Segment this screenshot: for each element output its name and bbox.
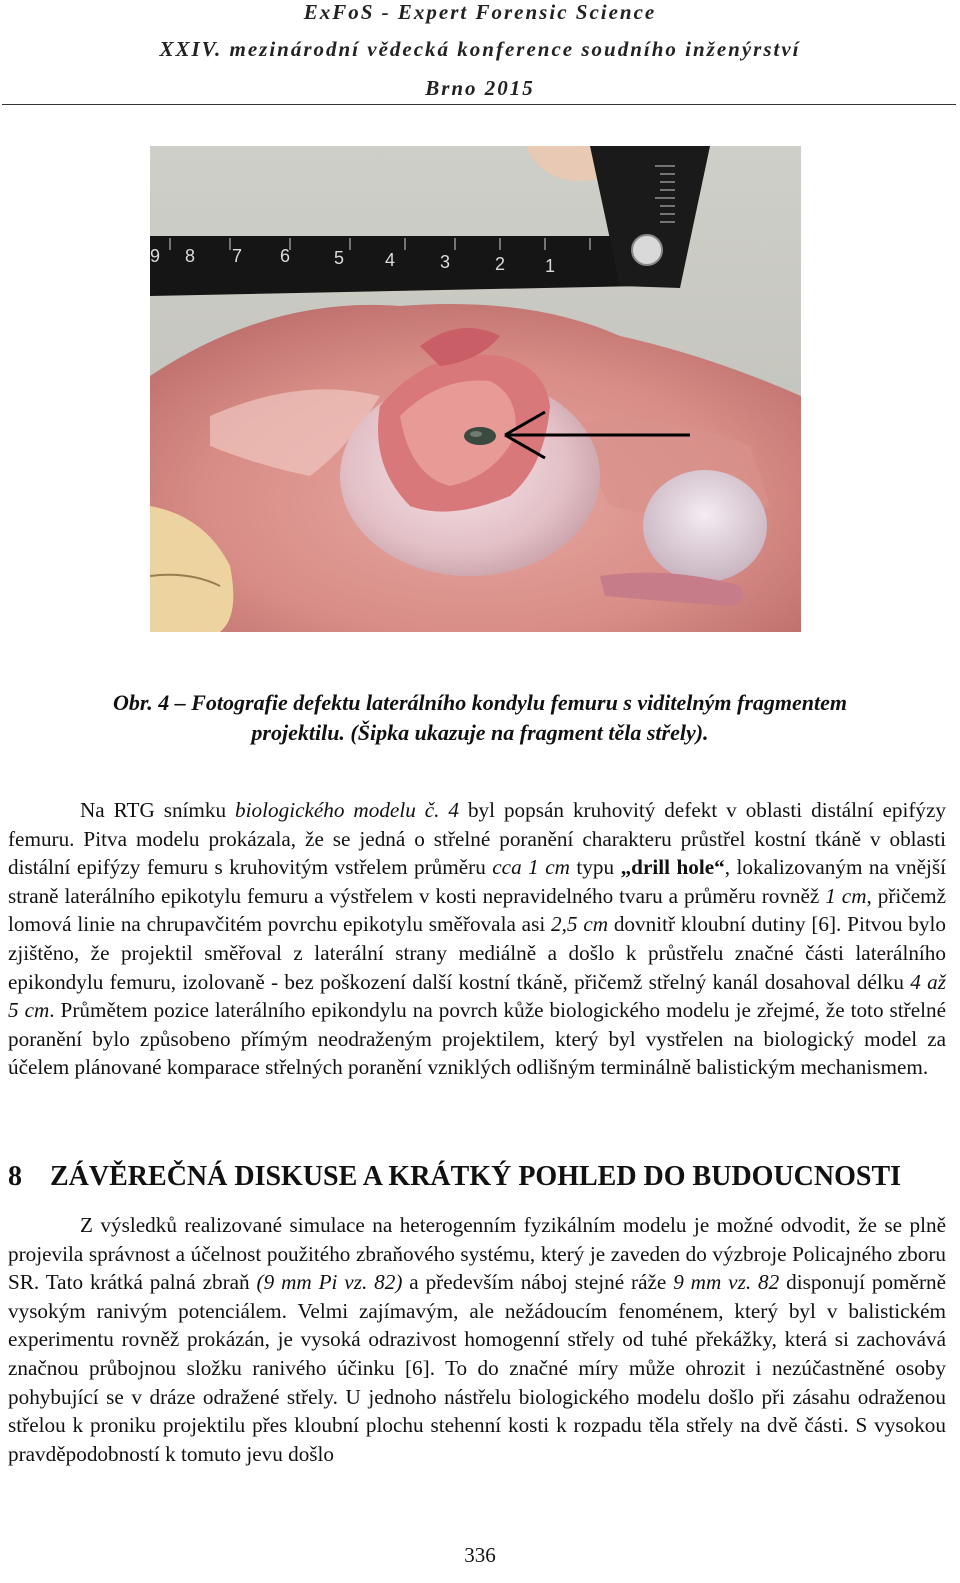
emphasis: 4 až 5 cm: [8, 969, 946, 1023]
ruler-number: 9: [150, 246, 161, 266]
term-drill-hole: „drill hole“: [620, 855, 725, 880]
caption-line-2: projektilu. (Šipka ukazuje na fragment těla střely).: [251, 720, 709, 745]
header-divider: [2, 104, 956, 105]
body-paragraph-2: Z výsledků realizované simulace na heterogenním fyzikálním modelu je možné odvodit, že se plně projevila správnost a účelnost použitého zbraňového systému, který je zaveden do výzbroje Policajného zboru SR. Tato krátká palná zbraň (9 mm Pi vz. 82) a především náboj stejné ráže 9 mm vz. 82 disponují poměrně vysokým ranivým potenciálem. Velmi zajímavým, ale nežádoucím fenoménem, který byl v balistickém experimentu rovněž prokázán, je vysoká odrazivost homogenní střely od tuhé překážky, která si zachovává značnou průbojnou složku ranivého účinku [6]. To do značné míry může ohrozit i nezúčastněné osoby pohybující se v dráze odražené střely. U jednoho nástřelu biologického modelu došlo při zásahu odraženou střelou k proniku projektilu přes kloubní plochu stehenní kosti k rozpadu těla střely na dvě části. S vysokou pravděpodobností k tomuto jevu došlo: [8, 1213, 946, 1466]
ruler-number: 1: [545, 256, 556, 276]
body-paragraph-1: Na RTG snímku biologického modelu č. 4 byl popsán kruhovitý defekt v oblasti distální epifýzy femuru. Pitva modelu prokázala, že se jedná o střelné poranění charakteru průstřel kostní tkáně v oblasti distální epifýzy femuru s kruhovitým vstřelem průměru cca 1 cm typu „drill hole“, lokalizovaným na vnější straně laterálního epikotylu femuru a výstřelem v kosti nepravidelného tvaru a průměru rovněž 1 cm, přičemž lomová linie na chrupavčitém povrchu epikotylu směřovala asi 2,5 cm dovnitř kloubní dutiny [6]. Pitvou bylo zjištěno, že projektil směřoval z laterální strany mediálně a došlo k průstřelu značné části laterálního epikondylu femuru, izolovaně - bez poškození další kostní tkáně, přičemž střelný kanál dosahoval délku 4 až 5 cm. Průmětem pozice laterálního epikondylu na povrch kůže biologického modelu je zřejmé, že toto střelné poranění bylo způsobeno přímým neodraženým projektilem, který byl vystřelen na biologický model za účelem plánované komparace střelných poranění vzniklých odlišným terminálně balistickým mechanismem.: [8, 798, 947, 1080]
femur-defect-photo: [150, 146, 801, 632]
emphasis: (9 mm Pi vz. 82): [256, 1270, 403, 1295]
emphasis: 2,5 cm: [551, 912, 609, 937]
ruler-number: 3: [440, 252, 451, 272]
ruler-number: 5: [334, 248, 345, 268]
figure-caption: [60, 688, 900, 748]
emphasis: biologického modelu č. 4: [235, 798, 459, 822]
header-conference: XXIV. mezinárodní vědecká konference soudního inženýrství: [159, 37, 801, 61]
ruler-number: 4: [385, 250, 396, 270]
section-heading: [8, 1161, 901, 1193]
caption-line-1: Obr. 4 – Fotografie defektu laterálního kondylu femuru s viditelným fragmentem: [113, 690, 847, 715]
emphasis: 9 mm vz. 82: [673, 1270, 780, 1295]
section-number: 8: [8, 1161, 22, 1192]
emphasis: cca 1 cm: [492, 855, 570, 880]
ruler-number: 6: [280, 246, 291, 266]
emphasis: 1 cm: [825, 883, 867, 908]
page-number: 336: [464, 1543, 496, 1567]
ruler-number: 7: [232, 246, 243, 266]
specimen-illustration: [150, 146, 801, 632]
ruler-number: 8: [185, 246, 196, 266]
ruler-number: 2: [495, 254, 506, 274]
header-journal: ExFoS - Expert Forensic Science: [303, 0, 657, 24]
section-title: ZÁVĚREČNÁ DISKUSE A KRÁTKÝ POHLED DO BUDOUCNOSTI: [50, 1161, 902, 1192]
header-venue-year: Brno 2015: [425, 76, 535, 100]
